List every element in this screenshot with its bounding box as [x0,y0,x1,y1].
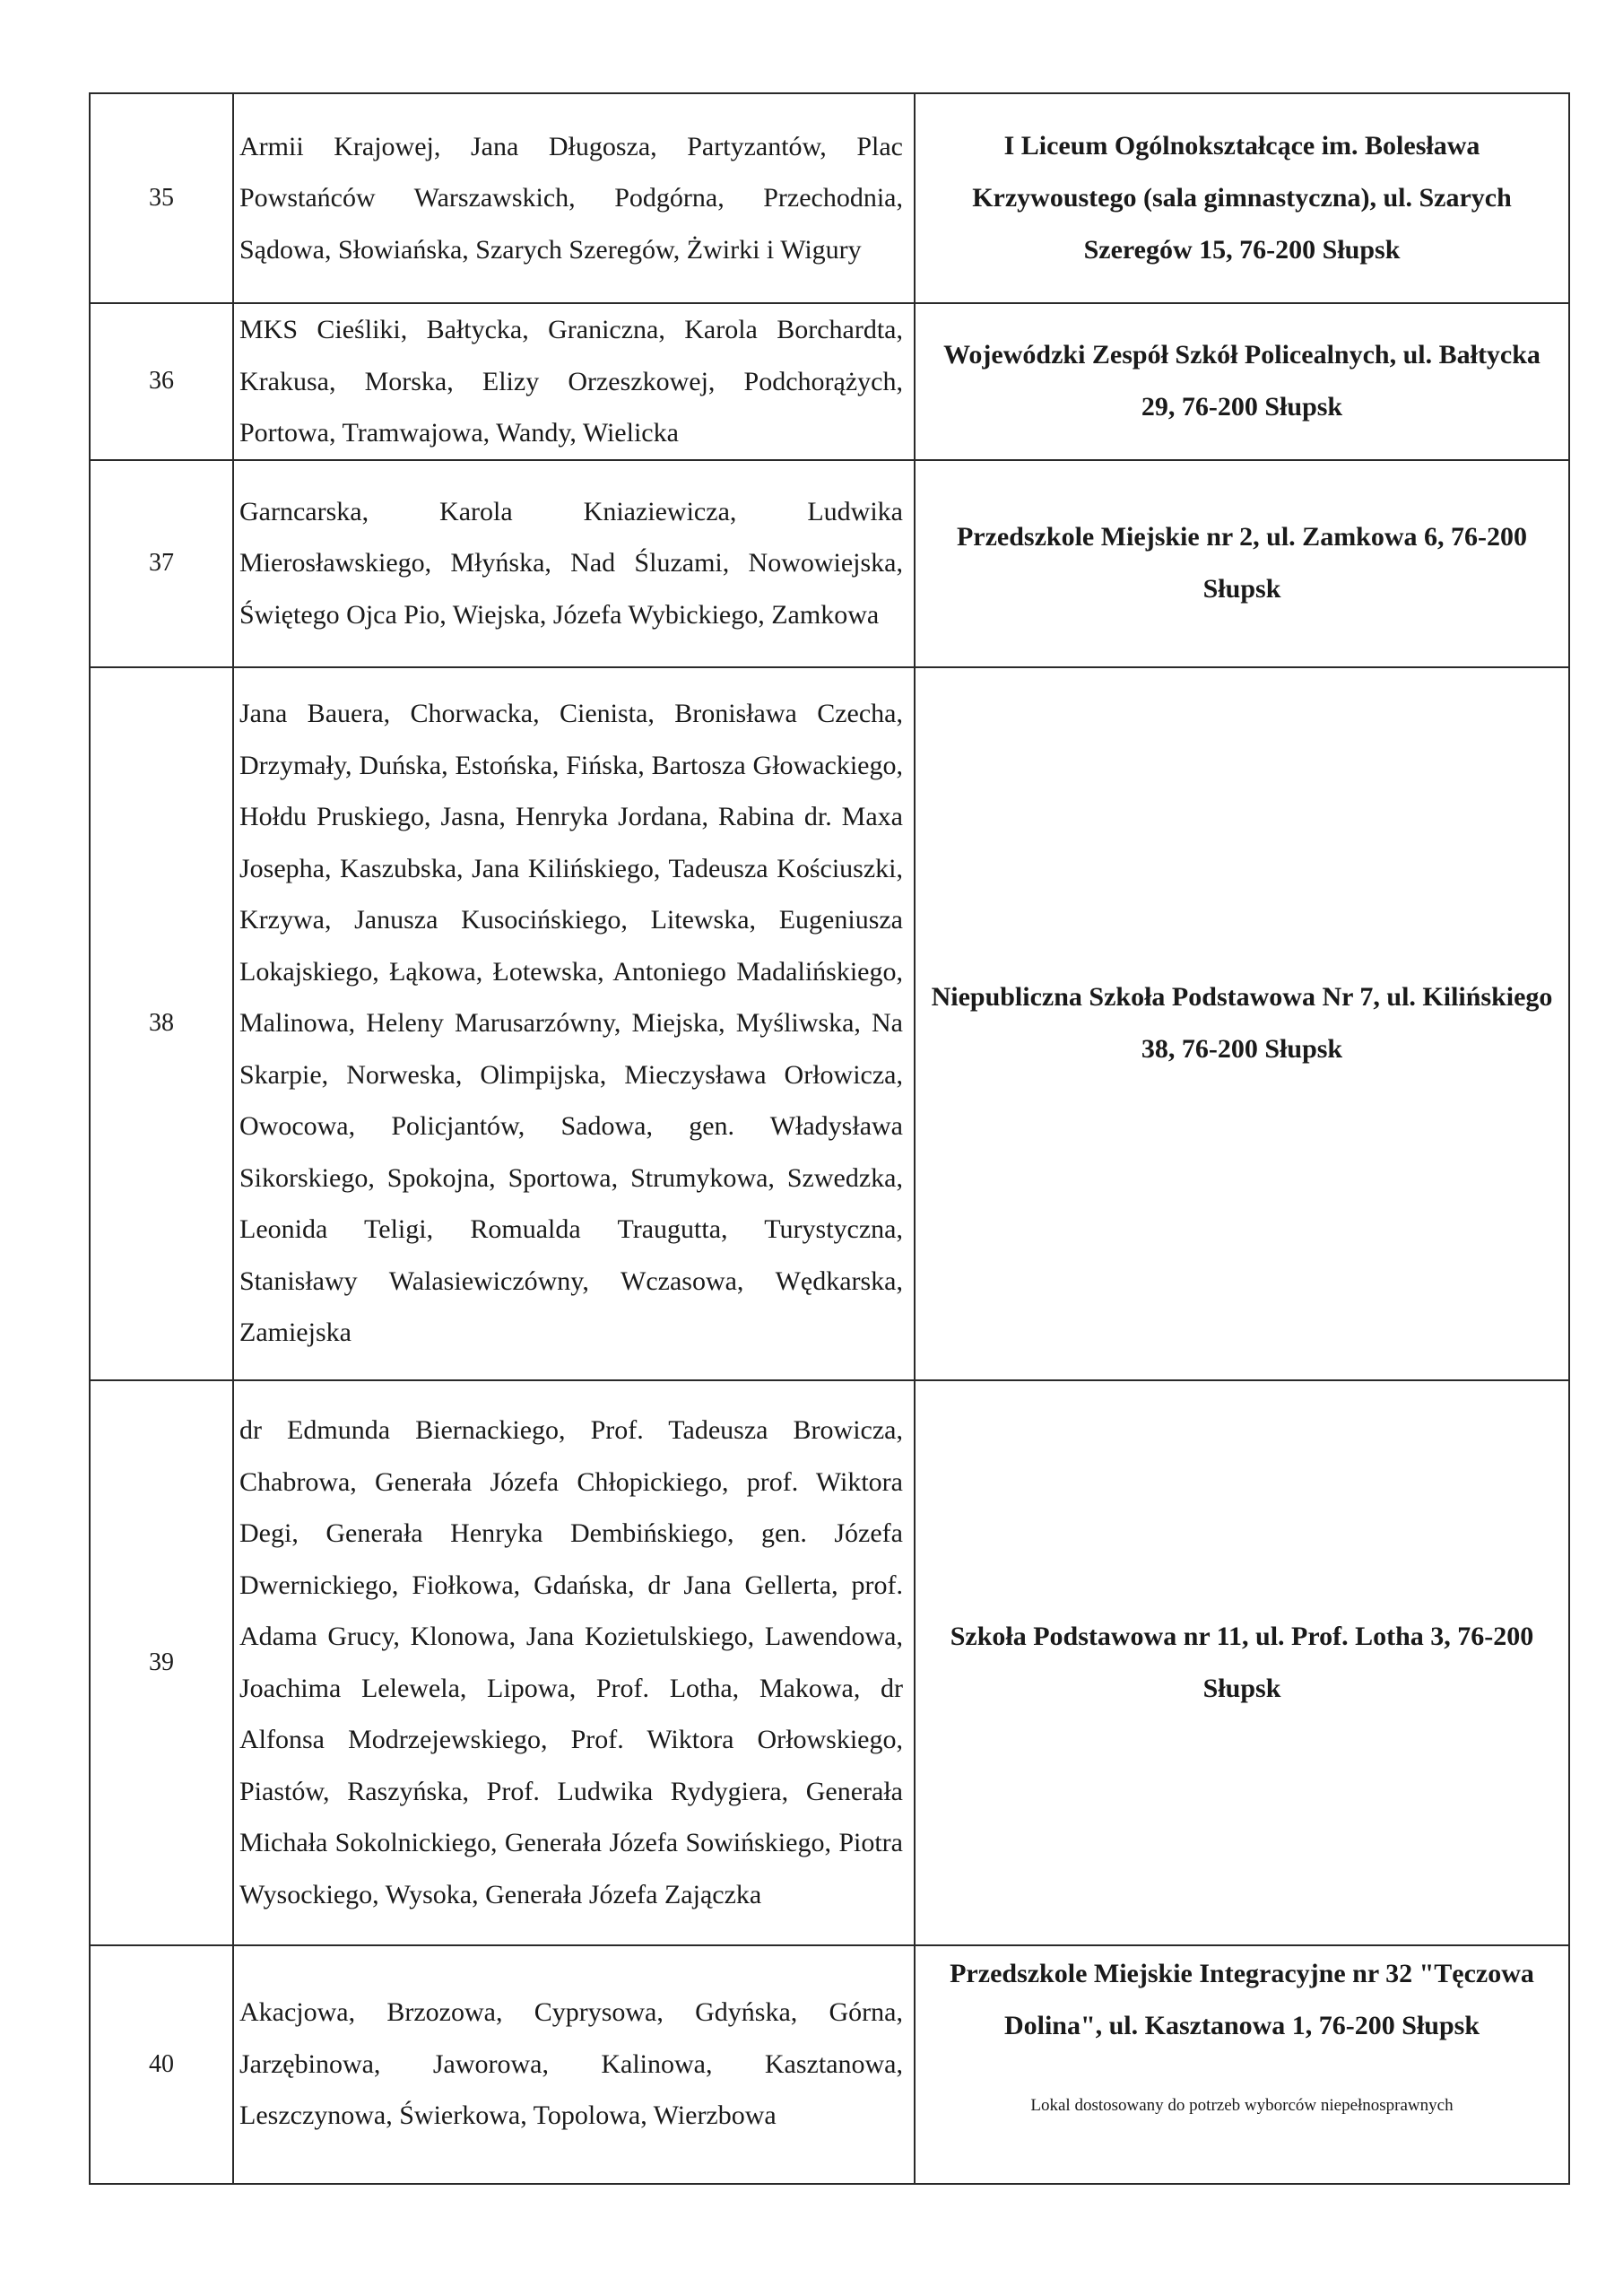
polling-districts-table [89,92,1570,2185]
district-streets [233,1945,915,2184]
district-streets [233,1380,915,1945]
polling-place: Niepubliczna Szkoła Podstawowa Nr 7, ul. Kilińskiego 38, 76-200 Słupsk [915,667,1569,1380]
polling-place: I Liceum Ogólnokształcące im. Bolesława Krzywoustego (sala gimnastyczna), ul. Szarych Szeregów 15, 76-200 Słupsk [915,93,1569,303]
district-streets [233,303,915,460]
streets-text: dr Edmunda Biernackiego, Prof. Tadeusza Browicza, Chabrowa, Generała Józefa Chłopickiego, prof. Wiktora Degi, Generała Henryka Dembińskiego, gen. Józefa Dwernickiego, Fiołkowa, Gdańska, dr Jana Gellerta, prof. Adama Grucy, Klonowa, Jana Kozietulskiego, Lawendowa, Joachima Lelewela, Lipowa, Prof. Lotha, Makowa, dr Alfonsa Modrzejewskiego, Prof. Wiktora Orłowskiego, Piastów, Raszyńska, Prof. Ludwika Rydygiera, Generała Michała Sokolnickiego, Generała Józefa Sowińskiego, Piotra Wysockiego, Wysoka, Generała Józefa Zajączka [239,1415,903,1909]
accessibility-note: Lokal dostosowany do potrzeb wyborców niepełnosprawnych [1030,2095,1454,2115]
streets-text: Jana Bauera, Chorwacka, Cienista, Bronisława Czecha, Drzymały, Duńska, Estońska, Fińska, Bartosza Głowackiego, Hołdu Pruskiego, Jasna, Henryka Jordana, Rabina dr. Maxa Josepha, Kaszubska, Jana Kilińskiego, Tadeusza Kościuszki, Krzywa, Janusza Kusocińskiego, Litewska, Eugeniusza Lokajskiego, Łąkowa, Łotewska, Antoniego Madalińskiego, Malinowa, Heleny Marusarzówny, Miejska, Myśliwska, Na Skarpie, Norweska, Olimpijska, Mieczysława Orłowicza, Owocowa, Policjantów, Sadowa, gen. Władysława Sikorskiego, Spokojna, Sportowa, Strumykowa, Szwedzka, Leonida Teligi, Romualda Traugutta, Turystyczna, Stanisławy Walasiewiczówny, Wczasowa, Wędkarska, Zamiejska [239,699,903,1348]
polling-place-name: Przedszkole Miejskie Integracyjne nr 32 "Tęczowa Dolina", ul. Kasztanowa 1, 76-200 Słupsk [950,1958,1534,2040]
polling-place [915,1945,1569,2184]
district-streets [233,93,915,303]
district-number: 39 [90,1380,233,1945]
streets-text: MKS Cieśliki, Bałtycka, Graniczna, Karola Borchardta, Krakusa, Morska, Elizy Orzeszkowej, Podchorążych, Portowa, Tramwajowa, Wandy, Wielicka [239,315,903,448]
polling-place: Szkoła Podstawowa nr 11, ul. Prof. Lotha 3, 76-200 Słupsk [915,1380,1569,1945]
district-number: 38 [90,667,233,1380]
district-streets [233,667,915,1380]
table-row [90,667,1569,1380]
table-row [90,460,1569,667]
streets-text: Garncarska, Karola Kniaziewicza, Ludwika Mierosławskiego, Młyńska, Nad Śluzami, Nowowiejska, Świętego Ojca Pio, Wiejska, Józefa Wybickiego, Zamkowa [239,496,903,630]
district-number: 40 [90,1945,233,2184]
table-row [90,1380,1569,1945]
district-number: 37 [90,460,233,667]
district-number: 36 [90,303,233,460]
table-row [90,93,1569,303]
table-row [90,1945,1569,2184]
district-number: 35 [90,93,233,303]
streets-text: Akacjowa, Brzozowa, Cyprysowa, Gdyńska, Górna, Jarzębinowa, Jaworowa, Kalinowa, Kasztanowa, Leszczynowa, Świerkowa, Topolowa, Wierzbowa [239,1997,903,2131]
streets-text: Armii Krajowej, Jana Długosza, Partyzantów, Plac Powstańców Warszawskich, Podgórna, Przechodnia, Sądowa, Słowiańska, Szarych Szeregów, Żwirki i Wigury [239,131,903,265]
table-row [90,303,1569,460]
district-streets [233,460,915,667]
polling-place: Przedszkole Miejskie nr 2, ul. Zamkowa 6, 76-200 Słupsk [915,460,1569,667]
polling-place: Wojewódzki Zespół Szkół Policealnych, ul. Bałtycka 29, 76-200 Słupsk [915,303,1569,460]
